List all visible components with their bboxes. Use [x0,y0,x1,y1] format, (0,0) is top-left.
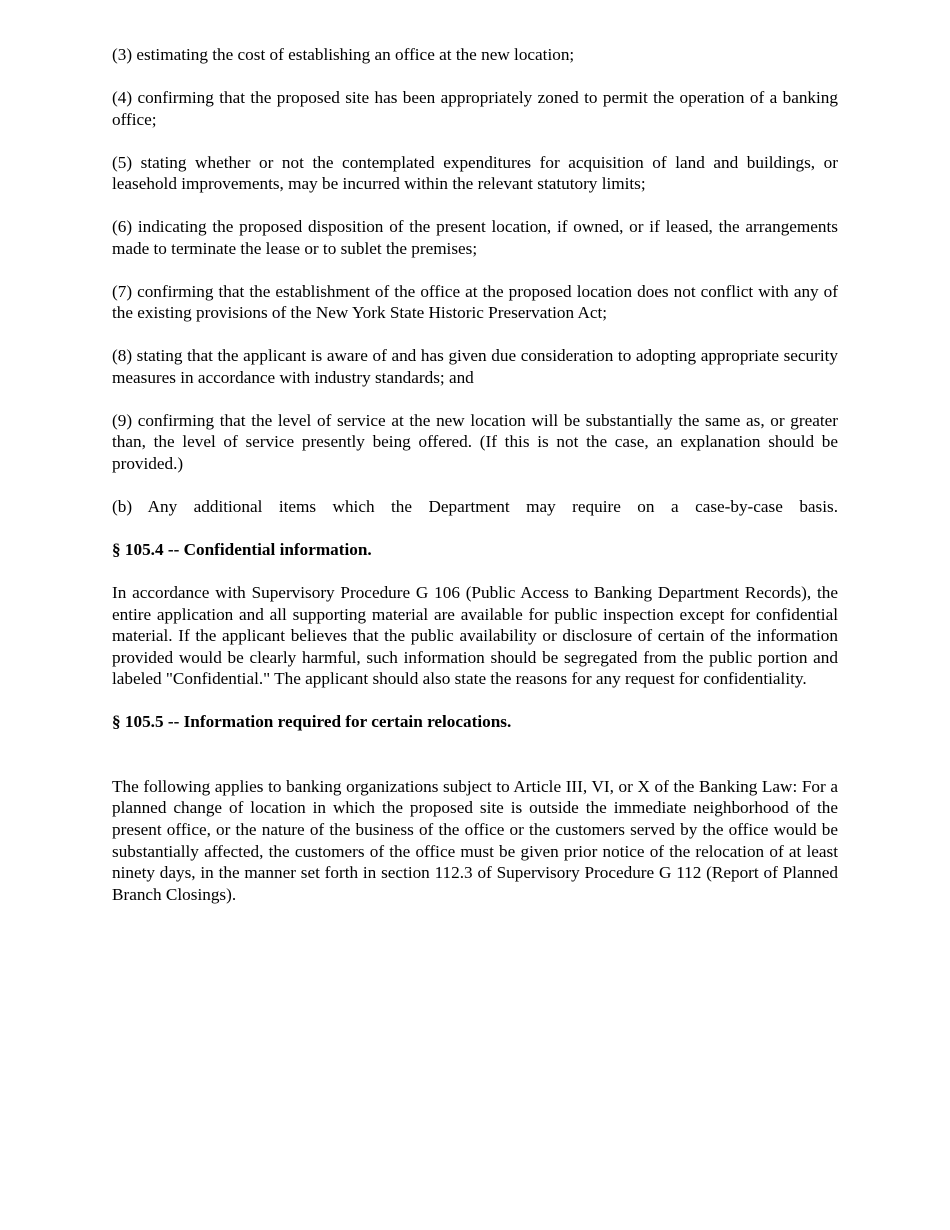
document-page [112,44,838,927]
item-7: (7) confirming that the establishment of the office at the proposed location does not conflict with any of the existing provisions of the New York State Historic Preservation Act; [112,281,838,323]
section-105-4-heading: § 105.4 -- Confidential information. [112,540,372,560]
item-9: (9) confirming that the level of service at the new location will be substantially the same as, or greater than, the level of service presently being offered. (If this is not the case, an explanation should be provided.) [112,410,838,474]
item-4: (4) confirming that the proposed site has been appropriately zoned to permit the operation of a banking office; [112,87,838,129]
section-105-4-body: In accordance with Supervisory Procedure G 106 (Public Access to Banking Department Records), the entire application and all supporting material are available for public inspection except for confidential material. If the applicant believes that the public availability or disclosure of certain of the information provided would be clearly harmful, such information should be segregated from the public portion and labeled "Confidential." The applicant should also state the reasons for any request for confidentiality. [112,583,838,689]
item-8: (8) stating that the applicant is aware of and has given due consideration to adopting appropriate security measures in accordance with industry standards; and [112,346,838,387]
item-3: (3) estimating the cost of establishing an office at the new location; [112,45,575,64]
section-105-5-body: The following applies to banking organizations subject to Article III, VI, or X of the Banking Law: For a planned change of location in which the proposed site is outside the immediate neighborhood of the present office, or the nature of the business of the office or the customers served by the office would be substantially affected, the customers of the office must be given prior notice of the relocation of at least ninety days, in the manner set forth in section 112.3 of Supervisory Procedure G 112 (Report of Planned Branch Closings). [112,776,838,904]
item-5: (5) stating whether or not the contemplated expenditures for acquisition of land and buildings, or leasehold improvements, may be incurred within the relevant statutory limits; [112,152,838,194]
item-6: (6) indicating the proposed disposition of the present location, if owned, or if leased, the arrangements made to terminate the lease or to sublet the premises; [112,217,838,258]
item-b: (b) Any additional items which the Department may require on a case-by-case basis. [112,497,838,517]
section-105-5-heading: § 105.5 -- Information required for certain relocations. [112,712,512,732]
